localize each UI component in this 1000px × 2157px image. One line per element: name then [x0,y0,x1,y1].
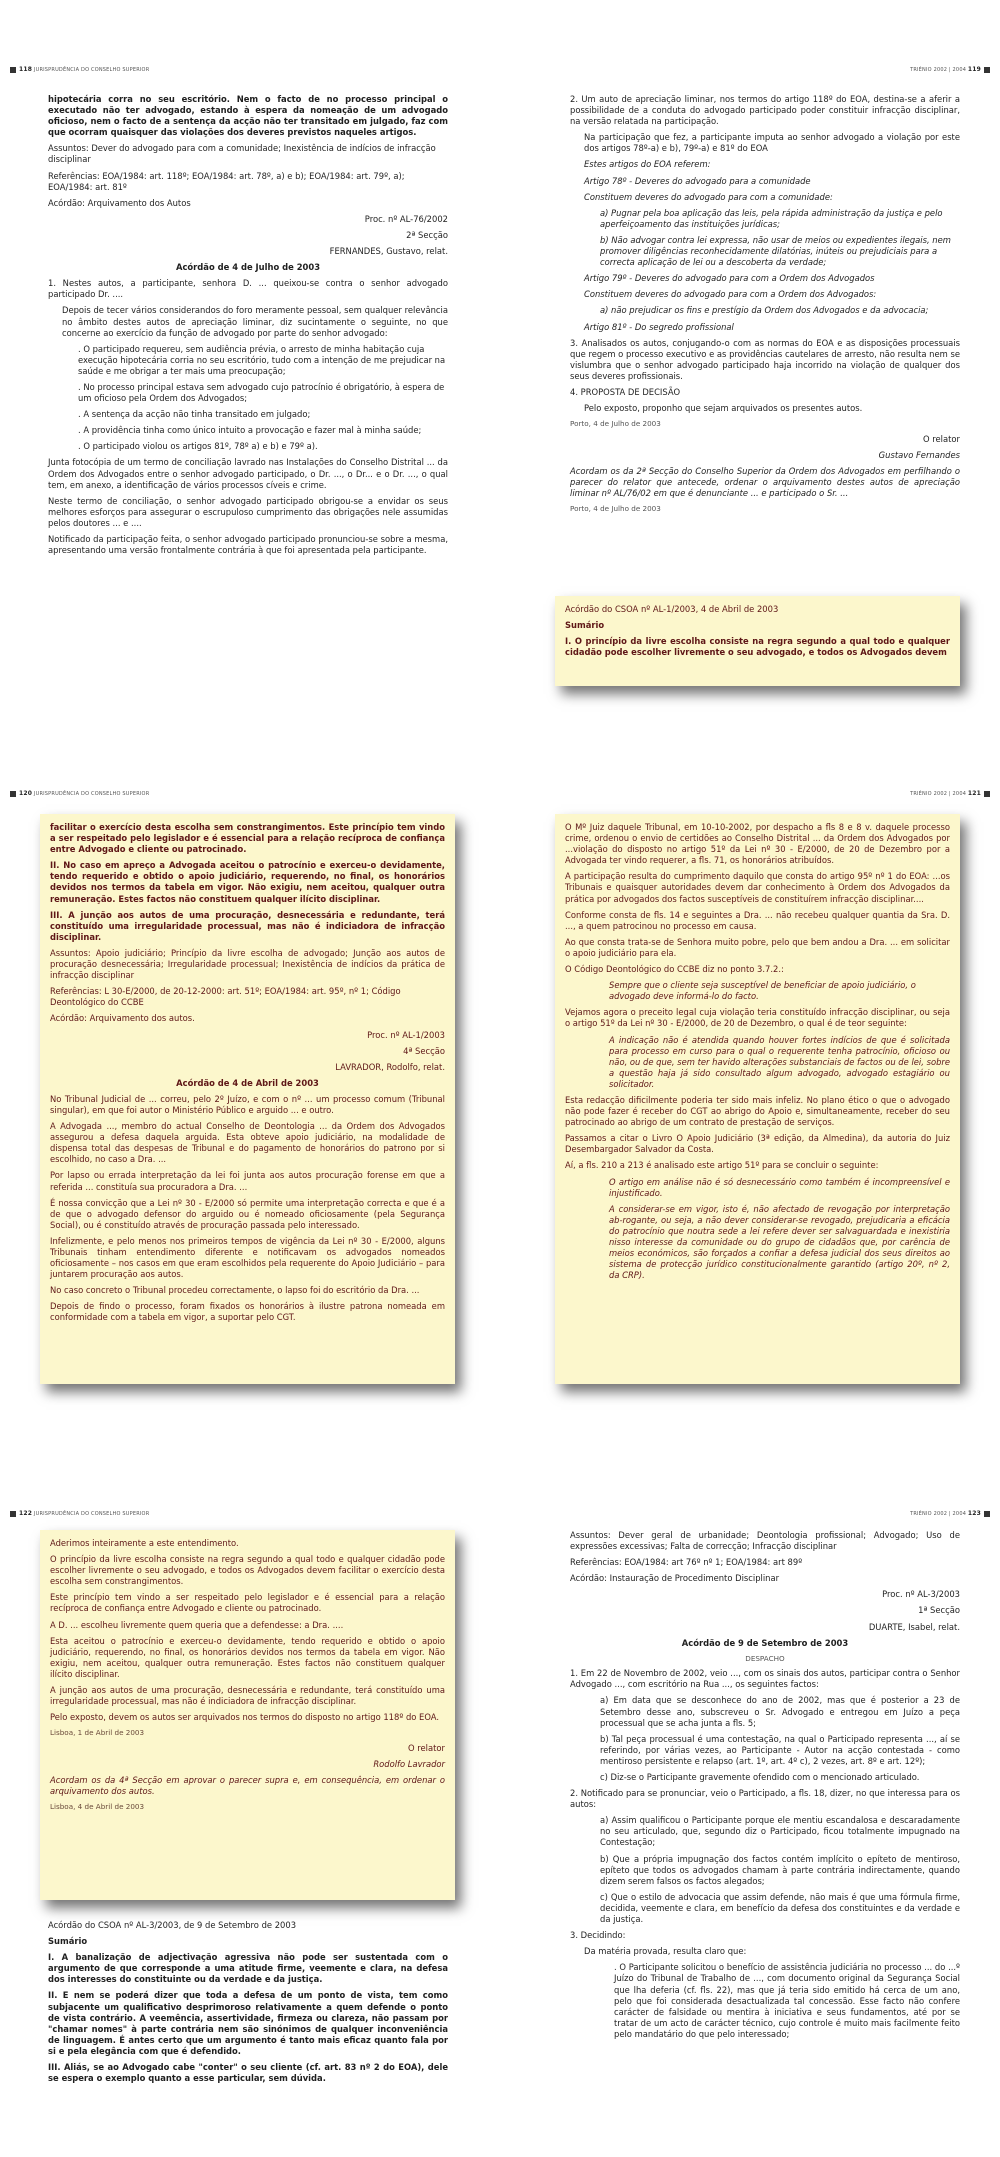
paragraph: DUARTE, Isabel, relat. [868,1621,960,1632]
running-title: JURISPRUDÊNCIA DO CONSELHO SUPERIOR [33,67,150,73]
paragraph: Proc. nº AL-1/2003 [367,1029,445,1040]
paragraph: I. O princípio da livre escolha consiste na regra segundo a qual todo e qualquer cidadão pode escolher livremente o seu advogado, e todos os Advogados devem [565,636,950,658]
paragraph: hipotecária corra no seu escritório. Nem o facto de no processo principal o executado não ter advogado, estando à espera da nomeação de um advogado oficioso, nem o facto de a sentença da acção não ter transitado em julgado, faz com que ocorram quaisquer das violações dos deveres previstos naqueles artigos. [48,94,448,138]
paragraph: b) Não advogar contra lei expressa, não usar de meios ou expedientes ilegais, nem promover diligências reconhecidamente dilatórias, inúteis ou prejudiciais para a correcta aplicação de lei ou a descoberta da verdade; [600,234,951,268]
paragraph: Aderimos inteiramente a este entendimento. [50,1538,239,1548]
running-title: JURISPRUDÊNCIA DO CONSELHO SUPERIOR [33,1511,150,1517]
paragraph: Esta redacção dificilmente poderia ter sido mais infeliz. No plano ético o que o advogado não pode fazer é receber do CGT ao abrigo do Apoio e, simultaneamente, receber do seu patrocinado ao abrigo de um contrato de prestação de serviços. [565,1094,950,1128]
paragraph: Ao que consta trata-se de Senhora muito pobre, pelo que bem andou a Dra. ... em solicitar o apoio judiciário para ela. [565,936,950,958]
page-header-right [910,790,990,797]
paragraph: Depois de findo o processo, foram fixados os honorários à ilustre patrona nomeada em conformidade com a tabela em vigor, a suportar pelo CGT. [50,1301,445,1323]
paragraph: 2ª Secção [406,229,448,240]
paragraph: 2. Um auto de apreciação liminar, nos termos do artigo 118º do EOA, destina-se a aferir a possibilidade de a conduta do advogado participado poder constituir infracção disciplinar, na versão relatada na participação. [570,94,960,127]
paragraph: Sumário [565,620,605,631]
page-number: 123 [967,1510,981,1517]
paragraph: Da matéria provada, resulta claro que: [584,1946,747,1957]
paragraph: É nossa convicção que a Lei nº 30 - E/2000 só permite uma interpretação correcta e que é a de que o advogado defensor do arguido ou é nomeado oficiosamente (pela Segurança Social), ou é constituído através de procuração passada pelo interessado. [50,1197,445,1230]
paragraph: Acórdão: Arquivamento dos Autos [48,197,191,208]
paragraph: FERNANDES, Gustavo, relat. [329,246,448,257]
paragraph: 2. Notificado para se pronunciar, veio o Participado, a fls. 18, dizer, no que interessa para os autos: [570,1788,960,1810]
paragraph: Acórdão de 4 de Abril de 2003 [176,1077,319,1088]
paragraph: a) Assim qualificou o Participante porque ele mentiu escandalosa e descaradamente no seu articulado, que, segundo diz o Participado, ficou totalmente impugnado na Contestação; [600,1815,960,1848]
spread-pages-118-119 [0,66,1000,706]
paragraph: 4ª Secção [403,1045,445,1056]
paragraph: b) Que a própria impugnação dos factos contém implícito o epíteto de mentiroso, epíteto que todos os advogados chamam à parte contrária indirectamente, quando dizem serem falsos os factos alegados; [600,1853,960,1886]
paragraph: a) Pugnar pela boa aplicação das leis, pela rápida administração da justiça e pelo aperfeiçoamento das instituições jurídicas; [600,207,943,229]
paragraph: Notificado da participação feita, o senhor advogado participado pronunciou-se sobre a mesma, apresentando uma versão frontalmente contrária à que foi apresentada pela participante. [48,534,448,556]
paragraph: Sempre que o cliente seja susceptível de beneficiar de apoio judiciário, o advogado deve informá-lo do facto. [609,980,916,1002]
paragraph: b) Tal peça processual é uma contestação, na qual o Participado representa ..., aí se referindo, por várias vezes, ao Participante - Autor na acção contestada - como mentiroso persistente e relapso (art. 1º, art. 4º c), 2 vezes, art. 8º e art. 12º); [600,1733,960,1766]
paragraph: O relator [923,433,960,444]
paragraph: . A sentença da acção não tinha transitado em julgado; [78,409,311,420]
paragraph: Artigo 79º - Deveres do advogado para com a Ordem dos Advogados [584,273,875,284]
highlight-panel-summary [555,596,960,686]
page-marker-icon [10,791,16,797]
text-column-left [48,94,448,561]
paragraph: Constituem deveres do advogado para com a comunidade: [584,191,833,202]
paragraph: Constituem deveres do advogado para com a Ordem dos Advogados: [584,289,877,300]
paragraph: Depois de tecer vários considerandos do foro meramente pessoal, sem qualquer relevância no âmbito destes autos de apreciação liminar, diz sucintamente o seguinte, no que concerne ao exercício da função de advogado por parte do senhor advogado: [62,305,448,338]
paragraph: LAVRADOR, Rodolfo, relat. [335,1061,445,1072]
paragraph: Por lapso ou errada interpretação da lei foi junta aos autos procuração forense em que a referida ... constituía sua procuradora a Dra. ... [50,1170,445,1192]
paragraph: Acordam os da 4ª Secção em aprovar o parecer supra e, em consequência, em ordenar o arquivamento dos autos. [50,1775,445,1797]
page-number: 121 [967,790,981,797]
page-number: 122 [19,1510,33,1517]
paragraph: Acórdão: Arquivamento dos autos. [50,1013,195,1024]
paragraph: Vejamos agora o preceito legal cuja violação teria constituído infracção disciplinar, ou seja o artigo 51º da Lei nº 30 - E/2000, de 20 de Dezembro, o qual é de teor seguinte: [565,1007,950,1029]
paragraph: A Advogada ..., membro do actual Conselho de Deontologia ... da Ordem dos Advogados assegurou a defesa daquela arguida. Esta obteve apoio judiciário, na modalidade de dispensa total das despesas de Tribunal e do pagamento de honorários do patrono por si escolhido, no caso a Dra. ... [50,1121,445,1165]
page-number: 118 [19,66,33,73]
paragraph: 1ª Secção [918,1605,960,1616]
paragraph: Assuntos: Apoio judiciário; Princípio da livre escolha de advogado; Junção aos autos de procuração desnecessária; Irregularidade processual; Inexistência de indícios da prática de infracção disciplinar [50,947,445,981]
paragraph: 3. Decidindo: [570,1930,626,1941]
paragraph: II. E nem se poderá dizer que toda a defesa de um ponto de vista, tem como subjacente um qualificativo desprimoroso relativamente a quem defende o ponto de vista contrário. A veemência, assertividade, firmeza ou clareza, não passam por "chamar nomes" à parte contrária nem são sinónimos de qualquer inconveniência de linguagem. É antes certo que um argumento é tanto mais eficaz quanto fala por si e pela elegância com que é defendido. [48,1990,448,2056]
paragraph: . No processo principal estava sem advogado cujo patrocínio é obrigatório, à espera de um oficioso pela Ordem dos Advogados; [78,381,445,404]
paragraph: Acórdão de 9 de Setembro de 2003 [681,1637,849,1648]
paragraph: III. A junção aos autos de uma procuração, desnecessária e redundante, terá constituído uma irregularidade processual, mas não é indiciadora de infracção disciplinar. [50,909,445,942]
paragraph: Pelo exposto, proponho que sejam arquivados os presentes autos. [584,403,863,414]
paragraph: II. No caso em apreço a Advogada aceitou o patrocínio e exerceu-o devidamente, tendo requerido e obtido o apoio judiciário, requerendo, no final, os honorários devidos nos termos da tabela em vigor. Não exigiu, nem aceitou, qualquer outra remuneração. Estes factos não constituem qualquer ilícito disciplinar. [50,860,445,904]
running-period: TRIÉNIO 2002 | 2004 [910,1511,967,1517]
paragraph: DESPACHO [745,1653,785,1663]
page-header-left [10,790,149,797]
paragraph: O Mº Juiz daquele Tribunal, em 10-10-2002, por despacho a fls 8 e 8 v. daquele processo crime, ordenou o envio de certidões ao Conselho Distrital ... da Ordem dos Advogados por ...violação do disposto no artigo 51º da Lei nº 30 - E/2000, de 20 de Dezembro por a Advogada ter vindo requerer, a fls. 71, os honorários atribuídos. [565,822,950,866]
paragraph: III. Aliás, se ao Advogado cabe "conter" o seu cliente (cf. art. 83 nº 2 do EOA), dele se espera o exemplo quanto a esse particular, sem dúvida. [48,2062,448,2084]
paragraph: No caso concreto o Tribunal procedeu correctamente, o lapso foi do escritório da Dra. ... [50,1285,420,1296]
paragraph: O relator [408,1742,445,1753]
paragraph: Porto, 4 de Julho de 2003 [570,419,661,429]
text-column-right [570,94,960,519]
paragraph: Pelo exposto, devem os autos ser arquivados nos termos do disposto no artigo 118º do EOA. [50,1712,440,1723]
paragraph: facilitar o exercício desta escolha sem constrangimentos. Este princípio tem vindo a ser respeitado pelo legislador e é essencial para a relação recíproca de confiança entre Advogado e cliente ou patrocinado. [50,822,445,855]
paragraph: Junta fotocópia de um termo de conciliação lavrado nas Instalações do Conselho Distrital ... da Ordem dos Advogados entre o senhor advogado participado, o Dr. ..., o Dr... e o Dr. ..., o qual tem, em anexo, a identificação de vários processos cíveis e crime. [48,457,448,490]
paragraph: 1. Em 22 de Novembro de 2002, veio ..., com os sinais dos autos, participar contra o Senhor Advogado ..., com escritório na Rua ..., os seguintes factos: [570,1668,960,1690]
page-number: 119 [967,66,981,73]
paragraph: . O participado requereu, sem audiência prévia, o arresto de minha habitação cuja execução hipotecária corria no seu escritório, tudo com a intenção de me prejudicar na saúde e me obrigar a ter mais uma preocupação; [78,343,446,376]
running-period: TRIÉNIO 2002 | 2004 [910,67,967,73]
paragraph: 1. Nestes autos, a participante, senhora D. ... queixou-se contra o senhor advogado participado Dr. .... [48,278,448,300]
paragraph: A indicação não é atendida quando houver fortes indícios de que é solicitada para processo em curso para o qual o requerente tenha patrocínio, oficioso ou não, ou de que, sem ter havido alterações substanciais de factos ou de lei, sobre a questão haja já sido consultado algum advogado, advogado estagiário ou solicitador. [609,1034,950,1089]
page-header-left [10,66,149,73]
paragraph: Artigo 78º - Deveres do advogado para a comunidade [584,175,811,186]
paragraph: Acórdão do CSOA nº AL-3/2003, de 9 de Setembro de 2003 [48,1920,297,1930]
paragraph: Na participação que fez, a participante imputa ao senhor advogado a violação por este dos artigos 78º-a) e b), 79º-a) e 81º do EOA [584,132,960,154]
spread-pages-122-123 [0,1510,1000,2150]
paragraph: Rodolfo Lavrador [373,1758,445,1769]
text-column-left [48,1920,448,2089]
paragraph: Acórdão de 4 de Julho de 2003 [175,262,321,273]
page-marker-icon [984,67,990,73]
paragraph: a) não prejudicar os fins e prestígio da Ordem dos Advogados e da advocacia; [600,305,929,316]
paragraph: Aí, a fls. 210 a 213 é analisado este artigo 51º para se concluir o seguinte: [565,1160,879,1171]
paragraph: Neste termo de conciliação, o senhor advogado participado obrigou-se a envidar os seus melhores esforços para assegurar o escrupuloso cumprimento das obrigações nele assumidas pelos doutores ... e .... [48,495,448,528]
paragraph: Sumário [48,1936,88,1947]
paragraph: Conforme consta de fls. 14 e seguintes a Dra. ... não recebeu qualquer quantia da Sra. D. ..., a quem patrocinou no processo em causa. [565,909,950,931]
paragraph: Acórdão do CSOA nº AL-1/2003, 4 de Abril de 2003 [565,604,779,614]
paragraph: 4. PROPOSTA DE DECISÃO [570,386,681,397]
paragraph: A D. ... escolheu livremente quem queria que a defendesse: a Dra. .... [50,1619,344,1630]
paragraph: . O Participante solicitou o benefício de assistência judiciária no processo ... do ...º Juízo do Tribunal de Trabalho de ..., com documento original da Segurança Social que lha deferia (cf. fls. 22), mas que já teria sido emitido há cerca de um ano, pelo que foi considerada desactualizada tal concessão. Esse facto não confere carácter de falsidade ou mentira à iniciativa e seus fundamentos, até por se tratar de um acto de carácter técnico, cujo controle é muito mais facilmente feito pelo mandatário do que pelo interessado; [614,1962,960,2039]
page-header-right [910,1510,990,1517]
highlight-panel-left [40,1530,455,1900]
paragraph: O artigo em análise não é só desnecessário como também é incompreensível e injustificado. [609,1176,950,1198]
page-marker-icon [984,791,990,797]
running-title: JURISPRUDÊNCIA DO CONSELHO SUPERIOR [33,791,150,797]
page-marker-icon [984,1511,990,1517]
paragraph: a) Em data que se desconhece do ano de 2002, mas que é posterior a 23 de Setembro desse ano, subscreveu o Sr. Advogado e entregou em Juízo a peça processual que se acha junta a fls. 5; [600,1695,960,1728]
spread-pages-120-121 [0,790,1000,1410]
paragraph: A participação resulta do cumprimento daquilo que consta do artigo 95º nº 1 do EOA: ...os Tribunais e quaisquer autoridades devem dar conhecimento à Ordem dos Advogados da prática por advogados dos factos susceptíveis de constituírem infracção disciplinar.... [565,871,950,904]
paragraph: Lisboa, 1 de Abril de 2003 [50,1728,145,1738]
paragraph: Referências: L 30-E/2000, de 20-12-2000: art. 51º; EOA/1984: art. 95º, nº 1; Código Deontológico do CCBE [50,986,401,1008]
paragraph: No Tribunal Judicial de ... correu, pelo 2º Juízo, e com o nº ... um processo comum (Tribunal singular), em que foi autor o Ministério Público e arguido ... e outro. [50,1093,445,1115]
paragraph: Referências: EOA/1984: art 76º nº 1; EOA/1984: art 89º [570,1557,803,1568]
page-marker-icon [10,67,16,73]
paragraph: Passamos a citar o Livro O Apoio Judiciário (3ª edição, da Almedina), da autoria do Juiz Desembargador Salvador da Costa. [565,1133,950,1155]
paragraph: . A providência tinha como único intuito a provocação e fazer mal à minha saúde; [78,425,422,436]
paragraph: Acórdão: Instauração de Procedimento Disciplinar [570,1573,780,1584]
paragraph: Gustavo Fernandes [878,449,960,460]
paragraph: Acordam os da 2ª Secção do Conselho Superior da Ordem dos Advogados em perfilhando o parecer do relator que antecede, ordenar o arquivamento destes autos de apreciação liminar nº AL/76/02 em que é denunciante ... e participado o Sr. ... [570,465,960,499]
page-header-right [910,66,990,73]
paragraph: Assuntos: Dever geral de urbanidade; Deontologia profissional; Advogado; Uso de expressões excessivas; Falta de correcção; Infracção disciplinar [570,1530,960,1552]
paragraph: Proc. nº AL-3/2003 [882,1589,960,1600]
paragraph: c) Que o estilo de advocacia que assim defende, não mais é que uma fórmula firme, decidida, veemente e clara, em benefício da defesa dos constituintes e da verdade e da justiça. [600,1891,960,1925]
paragraph: 3. Analisados os autos, conjugando-o com as normas do EOA e as disposições processuais que regem o processo executivo e as providências cautelares de arresto, não resulta nem se vislumbra que o senhor advogado participado haja incorrido na violação de qualquer dos seus deveres profissionais. [570,337,960,381]
paragraph: Artigo 81º - Do segredo profissional [584,321,734,332]
paragraph: Referências: EOA/1984: art. 118º; EOA/1984: art. 78º, a) e b); EOA/1984: art. 79º, a); EOA/1984: art. 81º [48,170,405,192]
paragraph: c) Diz-se o Participante gravemente ofendido com o mencionado articulado. [600,1772,920,1782]
page-number: 120 [19,790,33,797]
paragraph: . O participado violou os artigos 81º, 78º a) e b) e 79º a). [78,441,318,452]
paragraph: Porto, 4 de Julho de 2003 [570,504,661,514]
text-column-right [570,1530,960,2045]
page-marker-icon [10,1511,16,1517]
paragraph: Infelizmente, e pelo menos nos primeiros tempos de vigência da Lei nº 30 - E/2000, alguns Tribunais tinham entendimento diferente e notificavam os advogados nomeados oficiosamente – nos casos em que eram escolhidos pela requerente do Apoio Judiciário – para juntarem procuração aos autos. [50,1235,445,1280]
paragraph: Esta aceitou o patrocínio e exerceu-o devidamente, tendo requerido e obtido o apoio judiciário, requerendo, no final, os honorários devidos nos termos da tabela em vigor. Não exigiu, nem aceitou, qualquer outra remuneração. Estes factos não constituem qualquer ilícito disciplinar. [50,1635,445,1679]
paragraph: I. A banalização de adjectivação agressiva não pode ser sustentada com o argumento de que corresponde a uma atitude firme, veemente e clara, na defesa dos interesses do constituinte ou da verdade e da justiça. [48,1952,448,1985]
paragraph: Assuntos: Dever do advogado para com a comunidade; Inexistência de indícios de infracção disciplinar [48,143,436,165]
highlight-panel-left [40,814,455,1384]
paragraph: A junção aos autos de uma procuração, desnecessária e redundante, terá constituído uma irregularidade processual, mas não é indiciadora de infracção disciplinar. [50,1685,445,1707]
paragraph: O princípio da livre escolha consiste na regra segundo a qual todo e qualquer cidadão pode escolher livremente o seu advogado, e todos os Advogados devem facilitar o exercício desta escolha sem constrangimentos. [50,1554,445,1587]
page-header-left [10,1510,149,1517]
highlight-panel-right [555,814,960,1384]
running-period: TRIÉNIO 2002 | 2004 [910,791,967,797]
paragraph: A considerar-se em vigor, isto é, não afectado de revogação por interpretação ab-rogante, ou seja, a não dever considerar-se revogado, prejudicaria a eficácia do patrocínio que noutra sede a lei refere dever ser salvaguardada e inexistiria nisso interesse da comunidade ou do grupo de cidadãos que, por carência de meios económicos, são forçados a confiar a defesa judicial dos seus direitos ao sistema de protecção jurídico constitucionalmente garantido (artigo 20º, nº 2, da CRP). [609,1203,950,1281]
paragraph: Estes artigos do EOA referem: [584,159,711,170]
paragraph: Lisboa, 4 de Abril de 2003 [50,1802,145,1812]
paragraph: Este princípio tem vindo a ser respeitado pelo legislador e é essencial para a relação recíproca de confiança entre Advogado e cliente ou patrocinado. [50,1592,445,1614]
paragraph: O Código Deontológico do CCBE diz no ponto 3.7.2.: [565,964,784,975]
paragraph: Proc. nº AL-76/2002 [364,213,448,224]
